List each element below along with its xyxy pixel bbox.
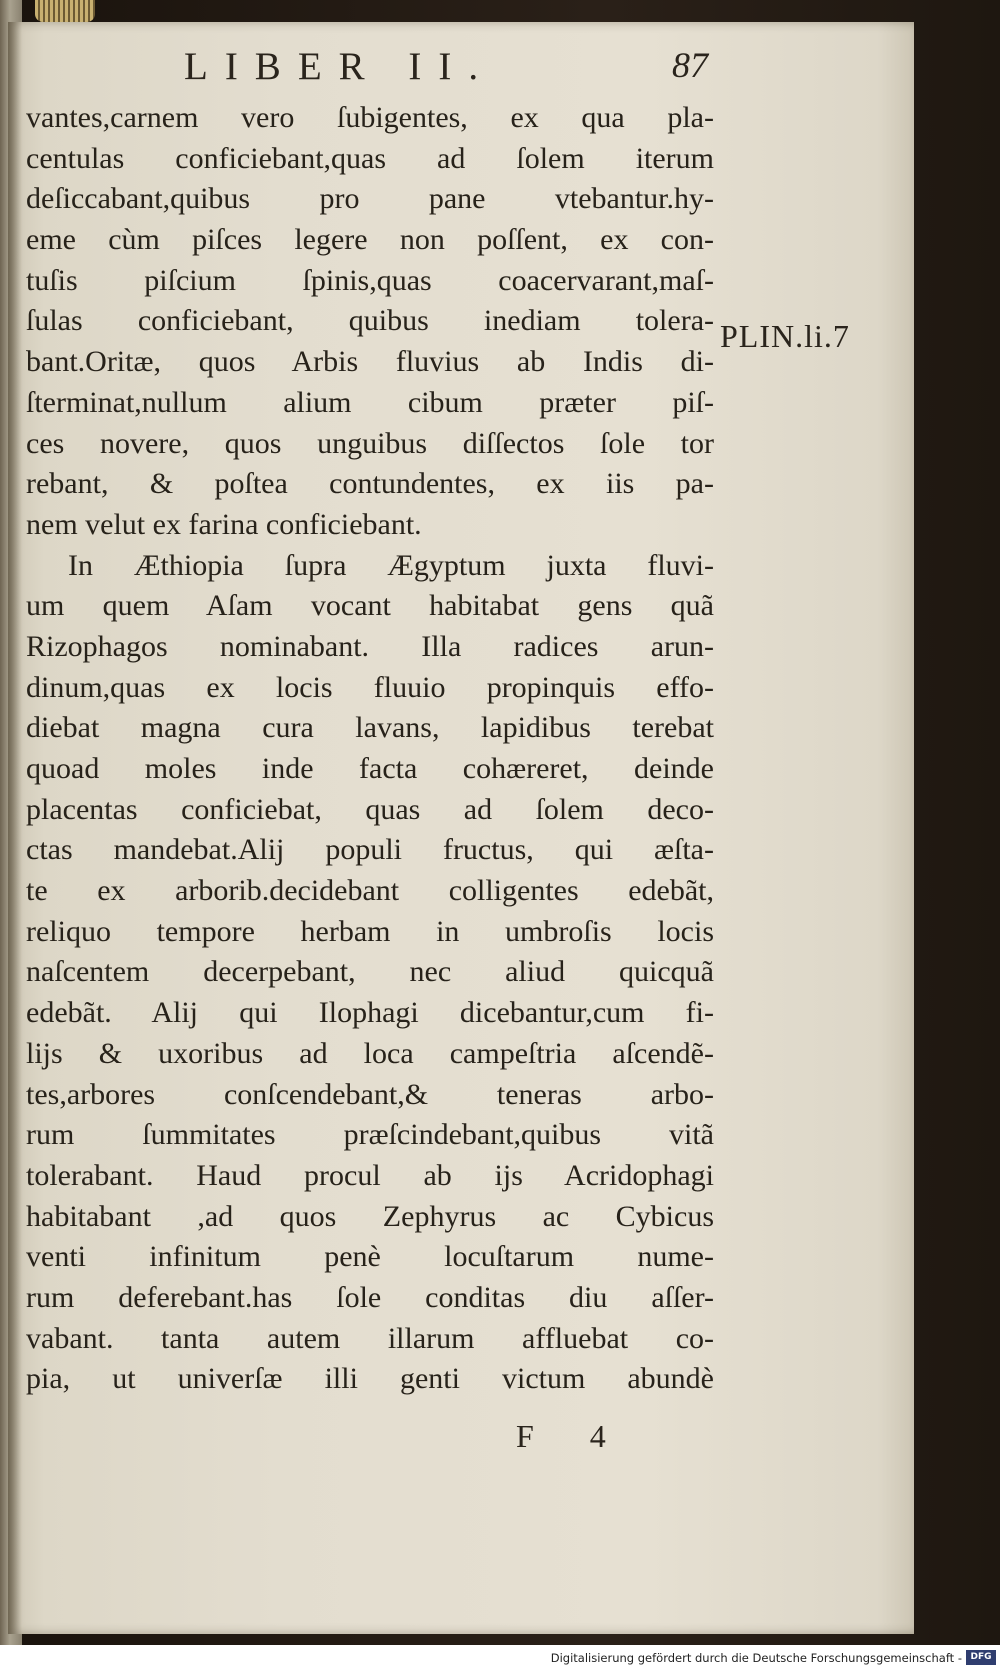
text-line: venti infinitum penè locuſtarum nume- [26, 1240, 714, 1274]
text-line: In Æthiopia ſupra Ægyptum juxta fluvi- [68, 548, 714, 582]
body-text [26, 98, 726, 1400]
text-line: nem velut ex farina conficiebant. [26, 507, 422, 541]
book-page [8, 22, 914, 1634]
text-line: Rizophagos nominabant. Illa radices arun- [26, 629, 714, 663]
text-line: ctas mandebat.Alij populi fructus, qui æſta- [26, 833, 714, 867]
text-line: lijs & uxoribus ad loca campeſtria aſcendẽ- [26, 1036, 714, 1070]
text-line: centulas conficiebant,quas ad ſolem iterum [26, 141, 714, 175]
signature-mark: F 4 [516, 1418, 630, 1454]
page-header [8, 44, 914, 104]
text-line: rum deferebant.has ſole conditas diu aſſer- [26, 1280, 714, 1314]
running-head: LIBER II. [184, 45, 496, 88]
text-line: tuſis piſcium ſpinis,quas coacervarant,maſ- [26, 263, 714, 297]
text-line: bant.Oritæ, quos Arbis fluvius ab Indis di- [26, 345, 714, 379]
text-line: quoad moles inde facta cohæreret, deinde [26, 752, 714, 785]
text-line: vabant. tanta autem illarum affluebat co- [26, 1321, 714, 1355]
text-line: tes,arbores conſcendebant,& teneras arbo- [26, 1077, 714, 1111]
text-line: edebãt. Alij qui Ilophagi dicebantur,cum fi- [26, 996, 714, 1030]
text-line: um quem Aſam vocant habitabat gens quã [26, 589, 714, 623]
funding-credit: Digitalisierung gefördert durch die Deutsche Forschungsgemeinschaft - [550, 1651, 962, 1665]
text-line: diebat magna cura lavans, lapidibus terebat [26, 711, 714, 745]
marginal-note: PLIN.li.7 [720, 318, 850, 354]
text-line: ſterminat,nullum alium cibum præter piſ- [26, 385, 714, 419]
text-line: pia, ut univerſæ illi genti victum abundè [26, 1362, 714, 1396]
text-line: deſiccabant,quibus pro pane vtebantur.hy- [26, 182, 714, 216]
text-line: rum ſummitates præſcindebant,quibus vitã [26, 1118, 714, 1152]
text-line: ces novere, quos unguibus diſſectos ſole tor [26, 426, 714, 460]
text-line: rebant, & poſtea contundentes, ex iis pa- [26, 467, 714, 501]
binding-thread [35, 0, 95, 22]
text-line: te ex arborib.decidebant colligentes edebãt, [26, 874, 714, 908]
text-line: dinum,quas ex locis fluuio propinquis effo- [26, 670, 714, 704]
text-line: vantes,carnem vero ſubigentes, ex qua pla- [26, 101, 714, 134]
text-line: reliquo tempore herbam in umbroſis locis [26, 914, 714, 948]
text-line: tolerabant. Haud procul ab ijs Acridophagi [26, 1158, 714, 1192]
page-number: 87 [672, 45, 708, 85]
text-line: habitabant ,ad quos Zephyrus ac Cybicus [26, 1199, 714, 1233]
text-line: placentas conficiebat, quas ad ſolem deco- [26, 792, 714, 826]
text-line: naſcentem decerpebant, nec aliud quicquã [26, 955, 714, 989]
text-line: ſulas conficiebant, quibus inediam tolera- [26, 304, 714, 338]
footer-bar [0, 1645, 1000, 1672]
dfg-logo: DFG [966, 1650, 996, 1665]
spine-shadow [8, 22, 22, 1634]
text-line: eme cùm piſces legere non poſſent, ex con- [26, 223, 714, 257]
